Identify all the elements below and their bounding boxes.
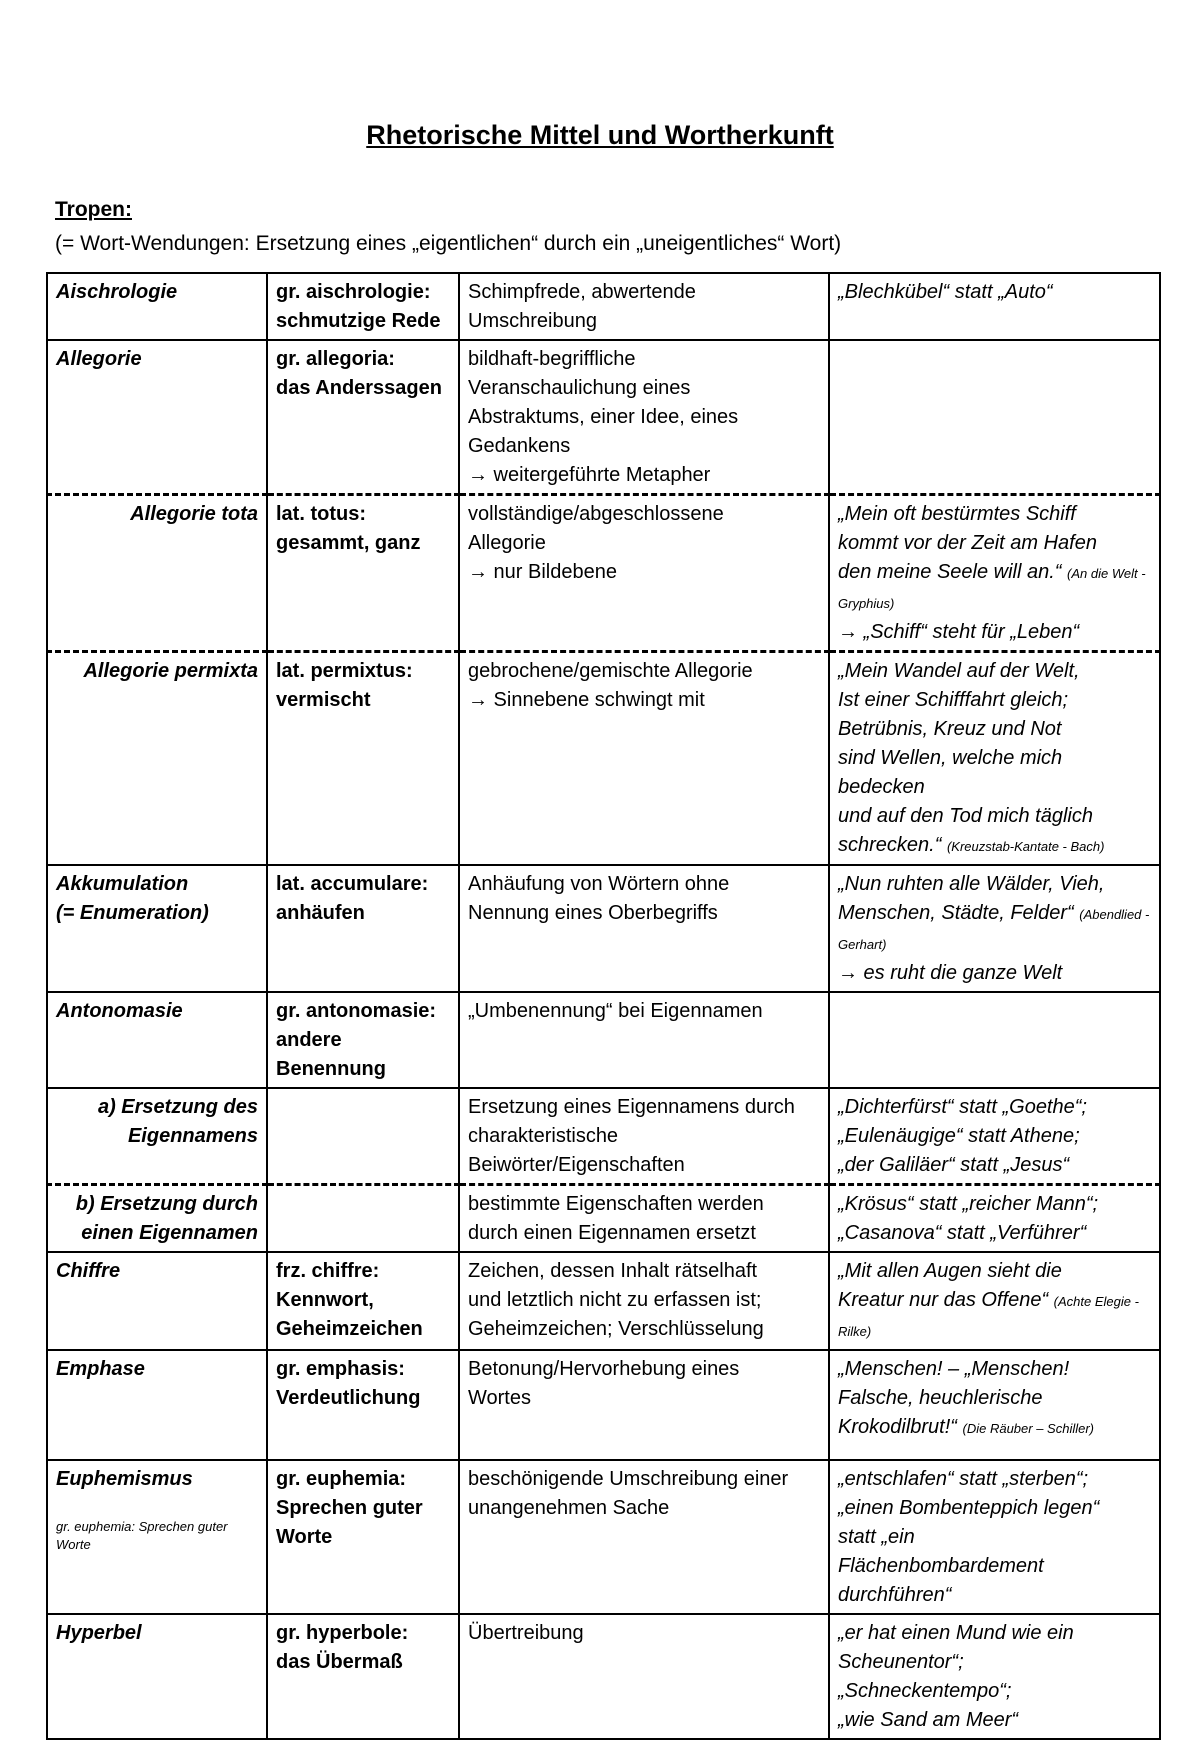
term-cell [47,1350,267,1460]
definition-text: gebrochene/gemischte Allegorie [468,660,753,682]
origin-cell [267,340,459,495]
term-cell [47,1252,267,1350]
example-text [838,773,1151,802]
example-text [838,1619,1151,1648]
table-row [47,865,1160,992]
example-line: Menschen, Städte, Felder“ [838,902,1074,924]
definition-cell [459,1350,829,1460]
table-row [47,1185,1160,1253]
example-source: (Die Räuber – Schiller) [962,1421,1094,1436]
term-label: Allegorie tota [130,503,258,525]
definition-cell [459,340,829,495]
term-cell [47,340,267,495]
example-line: „entschlafen“ statt „sterben“; [838,1468,1089,1490]
term-cell [47,273,267,340]
origin-text: gr. euphemia: [276,1468,407,1490]
example-text [838,1552,1151,1581]
example-text [838,558,1151,618]
example-line: „Krösus“ statt „reicher Mann“; [838,1193,1099,1215]
origin-text: gr. hyperbole: [276,1622,409,1644]
example-text [838,1706,1151,1735]
example-line: „der Galiläer“ statt „Jesus“ [838,1154,1070,1176]
example-cell [829,1252,1160,1350]
definition-text: Übertreibung [468,1622,584,1644]
origin-text: Worte [276,1526,333,1548]
table-row [47,1350,1160,1460]
table-row [47,1614,1160,1739]
table-row [47,273,1160,340]
example-line: Ist einer Schifffahrt gleich; [838,689,1069,711]
example-text [838,1494,1151,1523]
example-line: schrecken.“ [838,834,942,856]
definition-text: Gedankens [468,435,571,457]
origin-cell [267,865,459,992]
origin-cell [267,1088,459,1185]
definition-text: Geheimzeichen; Verschlüsselung [468,1318,764,1340]
term-label: b) Ersetzung durch [75,1193,258,1215]
table-row [47,1088,1160,1185]
definition-text: Umschreibung [468,310,597,332]
example-text [838,529,1151,558]
example-text [838,715,1151,744]
term-cell [47,1460,267,1614]
origin-cell [267,495,459,652]
origin-cell [267,1460,459,1614]
term-label: Eigennamens [127,1125,258,1147]
term-cell [47,992,267,1088]
example-cell [829,495,1160,652]
example-line: „Nun ruhten alle Wälder, Vieh, [838,873,1105,895]
term-label: Allegorie [56,348,142,370]
example-text [838,1286,1151,1346]
term-label: Hyperbel [56,1622,142,1644]
example-line: „Mein Wandel auf der Welt, [838,660,1080,682]
term-note: gr. euphemia: Sprechen guter Worte [56,1519,228,1552]
example-line: Kreatur nur das Offene“ [838,1289,1049,1311]
definition-text: Beiwörter/Eigenschaften [468,1154,685,1176]
term-cell [47,495,267,652]
origin-text: Sprechen guter [276,1497,423,1519]
table-row [47,1460,1160,1614]
term-label: Aischrologie [56,281,178,303]
tropes-table-body [47,273,1160,1739]
definition-text: → nur Bildebene [468,561,617,583]
example-line: „Menschen! – „Menschen! [838,1358,1070,1380]
example-line: „er hat einen Mund wie ein [838,1622,1074,1644]
definition-cell [459,1185,829,1253]
example-text [838,278,1151,307]
example-text [838,1219,1151,1248]
section-heading: Tropen: [55,198,132,221]
origin-text: frz. chiffre: [276,1260,380,1282]
definition-text: durch einen Eigennamen ersetzt [468,1222,756,1244]
table-row [47,1252,1160,1350]
example-text [838,1523,1151,1552]
term-label: Akkumulation [56,873,189,895]
definition-text: Veranschaulichung eines [468,377,691,399]
example-text [838,1648,1151,1677]
definition-cell [459,1614,829,1739]
example-cell [829,1460,1160,1614]
example-text [838,899,1151,959]
term-cell [47,865,267,992]
definition-text: und letztlich nicht zu erfassen ist; [468,1289,762,1311]
definition-cell [459,1460,829,1614]
term-label: Antonomasie [56,1000,183,1022]
term-label: a) Ersetzung des [97,1096,258,1118]
example-cell [829,1350,1160,1460]
example-line: Scheunentor“; [838,1651,964,1673]
example-line: „Mein oft bestürmtes Schiff [838,503,1076,525]
example-text [838,500,1151,529]
definition-text: Schimpfrede, abwertende [468,281,696,303]
example-cell [829,865,1160,992]
term-cell [47,1614,267,1739]
origin-cell [267,1252,459,1350]
definition-cell [459,273,829,340]
example-text [838,686,1151,715]
origin-text: das Anderssagen [276,377,442,399]
example-text [838,1465,1151,1494]
definition-cell [459,495,829,652]
example-text [838,1355,1151,1384]
term-label: Allegorie permixta [83,660,258,682]
example-text [838,1151,1151,1180]
term-cell [47,1185,267,1253]
origin-text: anhäufen [276,902,365,924]
example-line: „einen Bombenteppich legen“ [838,1497,1100,1519]
origin-cell [267,273,459,340]
term-cell [47,652,267,866]
example-text [838,1093,1151,1122]
definition-text: bildhaft-begriffliche [468,348,636,370]
origin-text: andere Benennung [276,1029,386,1080]
origin-cell [267,992,459,1088]
definition-text: Abstraktums, einer Idee, eines [468,406,739,428]
example-line: „Eulenäugige“ statt Athene; [838,1125,1080,1147]
example-cell [829,1088,1160,1185]
origin-text: lat. permixtus: [276,660,413,682]
definition-text: unangenehmen Sache [468,1497,670,1519]
origin-text: Verdeutlichung [276,1387,421,1409]
term-label: einen Eigennamen [81,1222,258,1244]
definition-text: charakteristische [468,1125,619,1147]
definition-text: Anhäufung von Wörtern ohne [468,873,730,895]
example-source: (Kreuzstab-Kantate - Bach) [946,839,1105,854]
example-line: „wie Sand am Meer“ [838,1709,1019,1731]
table-row [47,652,1160,866]
example-source: (An die Welt - Gryphius) [838,566,1146,611]
definition-text: beschönigende Umschreibung einer [468,1468,789,1490]
definition-text: Betonung/Hervorhebung eines [468,1358,740,1380]
origin-text: Geheimzeichen [276,1318,423,1340]
definition-cell [459,652,829,866]
origin-text: gr. allegoria: [276,348,395,370]
example-line: „Mit allen Augen sieht die [838,1260,1062,1282]
example-line: Falsche, heuchlerische [838,1387,1043,1409]
example-source: (Abendlied - Gerhart) [838,907,1150,952]
example-line: statt „ein [838,1526,915,1548]
example-line: „Schneckentempo“; [838,1680,1012,1702]
origin-text: lat. totus: [276,503,366,525]
origin-text: das Übermaß [276,1651,403,1673]
document-title: Rhetorische Mittel und Wortherkunft [366,120,834,150]
definition-text: Zeichen, dessen Inhalt rätselhaft [468,1260,758,1282]
example-line: durchführen“ [838,1584,952,1606]
definition-text: vollständige/abgeschlossene [468,503,724,525]
definition-text: Wortes [468,1387,531,1409]
example-cell [829,1614,1160,1739]
example-line: „Casanova“ statt „Verführer“ [838,1222,1087,1244]
example-text [838,831,1151,861]
example-text [838,1190,1151,1219]
example-source: (Achte Elegie - Rilke) [838,1294,1139,1339]
definition-cell [459,1252,829,1350]
example-line: Flächenbombardement [838,1555,1044,1577]
definition-text: → Sinnebene schwingt mit [468,689,705,711]
table-row [47,992,1160,1088]
example-text [838,744,1151,773]
section-subtitle: (= Wort-Wendungen: Ersetzung eines „eigentlichen“ durch ein „uneigentliches“ Wort) [55,232,842,255]
example-line: bedecken [838,776,925,798]
definition-cell [459,1088,829,1185]
example-cell [829,273,1160,340]
definition-cell [459,992,829,1088]
origin-cell [267,1185,459,1253]
origin-text: lat. accumulare: [276,873,429,895]
example-text [838,1581,1151,1610]
example-text [838,657,1151,686]
origin-cell [267,1350,459,1460]
example-line: Betrübnis, Kreuz und Not [838,718,1062,740]
example-text [838,1384,1151,1413]
example-line: „Blechkübel“ statt „Auto“ [838,281,1053,303]
example-text [838,1122,1151,1151]
example-cell [829,992,1160,1088]
example-conclusion: → „Schiff“ steht für „Leben“ [838,621,1080,643]
term-label: Emphase [56,1358,145,1380]
table-row [47,340,1160,495]
definition-text: „Umbenennung“ bei Eigennamen [468,1000,763,1022]
origin-text: gr. aischrologie: [276,281,431,303]
example-cell [829,652,1160,866]
example-line: kommt vor der Zeit am Hafen [838,532,1097,554]
example-line: den meine Seele will an.“ [838,561,1062,583]
definition-text: → weitergeführte Metapher [468,464,711,486]
term-cell [47,1088,267,1185]
definition-text: Ersetzung eines Eigennamens durch [468,1096,795,1118]
origin-text: vermischt [276,689,371,711]
example-conclusion: → es ruht die ganze Welt [838,962,1063,984]
definition-text: Allegorie [468,532,546,554]
definition-text: Nennung eines Oberbegriffs [468,902,718,924]
definition-cell [459,865,829,992]
example-text [838,870,1151,899]
term-label: (= Enumeration) [56,902,209,924]
definition-text: bestimmte Eigenschaften werden [468,1193,764,1215]
origin-text: gr. antonomasie: [276,1000,437,1022]
example-line: sind Wellen, welche mich [838,747,1063,769]
origin-text: gr. emphasis: [276,1358,405,1380]
example-text [838,1413,1151,1443]
example-line: und auf den Tod mich täglich [838,805,1093,827]
origin-text: schmutzige Rede [276,310,441,332]
example-line: Krokodilbrut!“ [838,1416,957,1438]
origin-cell [267,1614,459,1739]
origin-text: gesammt, ganz [276,532,421,554]
origin-text: Kennwort, [276,1289,374,1311]
origin-cell [267,652,459,866]
example-text [838,802,1151,831]
term-label: Euphemismus [56,1468,193,1490]
example-text [838,1257,1151,1286]
example-text [838,1677,1151,1706]
table-row [47,495,1160,652]
example-cell [829,1185,1160,1253]
example-line: „Dichterfürst“ statt „Goethe“; [838,1096,1087,1118]
term-label: Chiffre [56,1260,121,1282]
example-cell [829,340,1160,495]
tropes-table [46,272,1161,1740]
